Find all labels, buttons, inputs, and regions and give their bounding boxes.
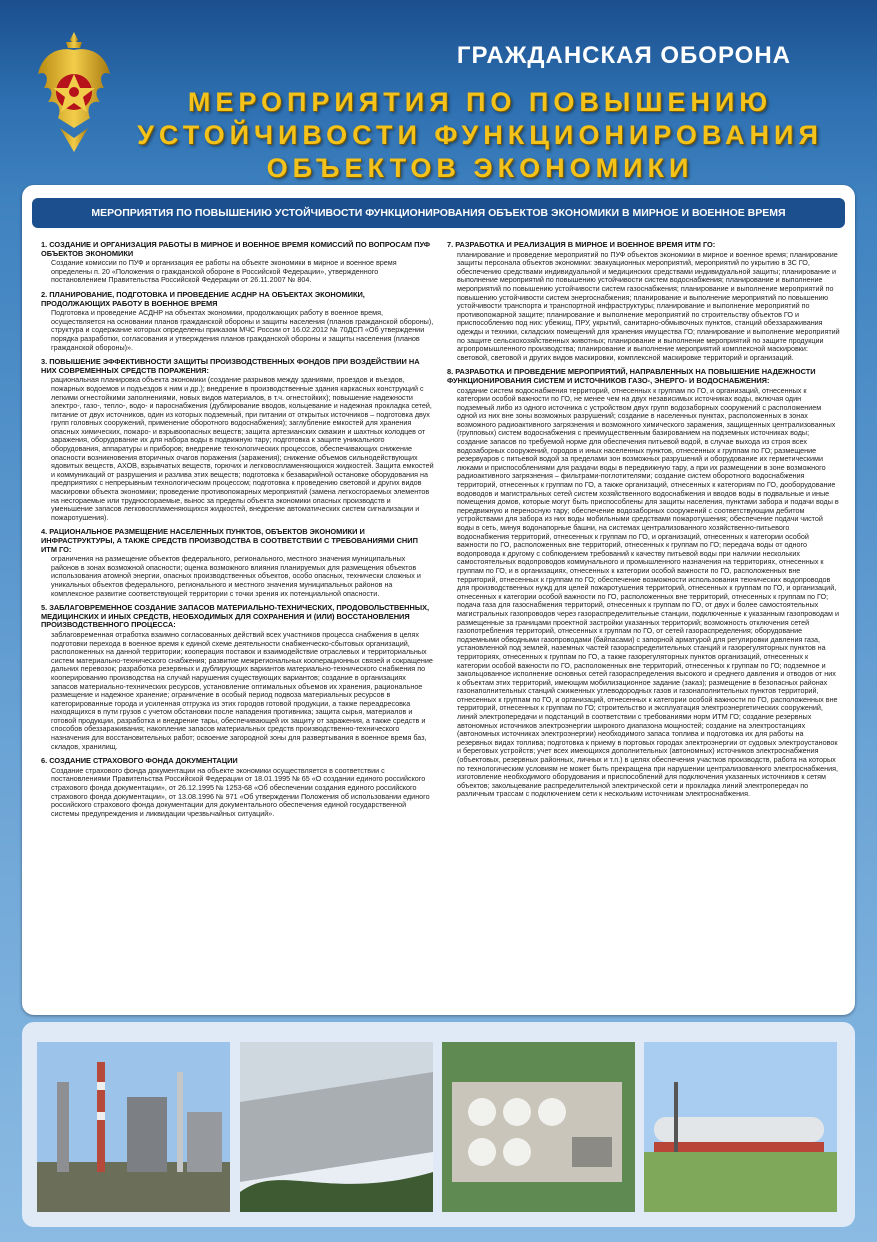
section-2 [41, 291, 434, 352]
refinery-photo [37, 1042, 230, 1212]
section-body: создание систем водоснабжения территорий, отнесенных к группам по ГО, и организаций, отнесенных к категории особой важности по ГО, не менее чем на двух независимых источниках воды, включая один подземный либо из одного источника с устройством двух групп водозаборных сооружений с расположением одной из них вне зоны возможных разрушений; создание в населенных пунктах, расположенных в зонах возможного радиоактивного загрязнения и возможного химического заражения, защищенных централизованных (групповых) систем водоснабжения с преимущественным базированием на подземных источниках воды; создание запасов по требуемой норме для обеспечения питьевой водой, в случае выхода из строя всех водозаборных сооружений, городов и иных населенных пунктов, отнесенных к группам по ГО; размещение резервуаров с питьевой водой за пределами зон возможных разрушений и оборудование их герметическими люками и приспособлениями для раздачи воды в передвижную тару, а при их размещении в зоне возможного радиоактивного загрязнения – фильтрами-поглотителями; создание систем оборотного водоснабжения территорий, отнесенных к группам по ГО, а также организаций, отнесенных к категориям по ГО, дооборудование водоводов и магистральных сетей систем хозяйственного водоснабжения и вводов воды в подвальные и иные помещения домов, которые могут быть приспособлены для защиты населения, пунктами забора и подачи воды в передвижную и переносную тару; обеспечение водозаборных сооружений с соответствующим дебитом устройствами для забора из них воды мобильными средствами пожаротушения; обеспечение подачи чистой воды в сеть, минуя водонапорные башни, на системах централизованного хозяйственно-питьевого водоснабжения территорий, отнесенных к группам по ГО, и организаций, отнесенных к категории особой важности по ГО, расположенных вне территорий, отнесенных к группам по ГО; передача воды от одного водопровода к другому с соблюдением требований к качеству питьевой воды при наличии нескольких самостоятельных водопроводов коммунального и промышленного назначения на территориях, отнесенных к группам по ГО, и в организациях, отнесенных к категории особой важности по ГО, расположенных вне территорий, отнесенных к группам по ГО; обеспечение возможности использования технических водопроводов для производственных нужд для целей пожаротушения территорий, отнесенных к группам по ГО, и организаций, отнесенных к категории особой важности по ГО, расположенных вне территорий, отнесенных к группам по ГО; подача газа для газоснабжения территорий, отнесенных к группам по ГО, от двух и более самостоятельных магистральных газопроводов через газораспределительные станции, подключенные к указанным газопроводам и размещенные за границами проектной застройки указанных территорий; возможность отключения сетей газопотребления территорий, отнесенных к группам по ГО, от сетей газораспределения; оборудование подземными обводными газопроводами (байпасами) с запорной арматурой для регулировки давления газа, установленной под землей, наземных частей газораспределительных станций и газорегуляторных пунктов на территориях, отнесенных к группам по ГО, а также газорегуляторных пунктов организаций, отнесенных к категории особой важности по ГО, расположенных вне территорий, отнесенных к группам по ГО; подземное и закольцованное исполнение основных сетей газораспределения высокого и среднего давления и отводов от них к объектам этих территорий, имеющим мобилизационное задание (заказ); размещение в безопасных районах газонаполнительных станций сжиженных углеводородных газов и газонаполнительных пунктов территорий, отнесенных к группам по ГО, и организаций, отнесенных к категории особой важности по ГО, расположенных вне территорий, отнесенных к группам по ГО; строительство и эксплуатация электроэнергетических сооружений, линий электропередачи и подстанций в соответствии с требованиями норм ИТМ ГО; создание резервных автономных источников электроэнергии широкого диапазона мощностей; создание на электростанциях (автономных источниках электроэнергии) необходимого запаса топлива и подготовка их для работы на резервных видах топлива; подготовка к приему в портовых городах электроэнергии от судовых электроустановок и береговых устройств; учет всех имеющихся дополнительных (автономных) источников электроснабжения (объектовых, резервных районных, личных и т.п.) в целях обеспечения участков производств, работа на которых по технологическим условиям не может быть прекращена при нарушении централизованного электроснабжения, изготовление необходимого оборудования и приспособлений для подключения указанных источников к сетям объектов; закольцевание распределительной электрической сети и прокладка линий электропередач по различным трассам с подключением сети к нескольким источникам электроснабжения. [457, 385, 839, 799]
main-title-line-2: УСТОЙЧИВОСТИ ФУНКЦИОНИРОВАНИЯ [137, 120, 823, 150]
section-title: 6. СОЗДАНИЕ СТРАХОВОГО ФОНДА ДОКУМЕНТАЦИИ [41, 756, 238, 766]
section-8 [447, 368, 840, 799]
gas-tanks-photo [644, 1042, 837, 1212]
main-title-line-1: МЕРОПРИЯТИЯ ПО ПОВЫШЕНИЮ [187, 87, 773, 117]
section-body: планирование и проведение мероприятий по ПУФ объектов экономики в мирное и военное время; планирование защиты персонала объектов экономики: эвакуационных мероприятий, мероприятий по укрытию в ЗС ГО, обеспечению средствами индивидуальной и медицинских средствами индивидуальной защиты; планирование и выполнение мероприятий по повышению устойчивости систем водоснабжения; планирование и выполнение мероприятий по повышению устойчивости систем газоснабжения; планирование и выполнение мероприятий по повышению устойчивости систем энергоснабжения; планирование и выполнение мероприятий по повышению устойчивости транспорта и транспортной инфраструктуры; планирование и выполнение мероприятий по противопожарной защите; планирование и выполнение мероприятий по строительству объектов ГО и приспособлению под них: убежищ, ПРУ, укрытий, санитарно-обмывочных пунктов, станций обеззараживания одежды и техники, складских помещений для хранения имущества ГО; планирование и выполнение мероприятий по защите сельскохозяйственных животных; планирование и выполнение мероприятий по защите продукции агропромышленного производства; планирование и выполнение мероприятий комплексной маскировки: световой, световой и других видов маскировки, комплексной маскировке территорий и организаций. [457, 249, 840, 362]
section-banner: МЕРОПРИЯТИЯ ПО ПОВЫШЕНИЮ УСТОЙЧИВОСТИ ФУНКЦИОНИРОВАНИЯ ОБЪЕКТОВ ЭКОНОМИКИ В МИРНОЕ И ВОЕННОЕ ВРЕМЯ [32, 198, 845, 228]
header [0, 0, 877, 183]
section-body: Создание страхового фонда документации на объекте экономики осуществляется в соответствии с постановлениями Правительства Российской Федерации от 18.01.1995 № 65 «О создании единого российского страхового фонда документации», от 26.12.1995 № 1253-68 «Об обеспечении создания единого российского страхового фонда документации», от 13.08.1996 № 971 «Об утверждении Положения об использовании единого российского страхового фонда документации для документального обеспечения единой государственной системы предупреждения и ликвидации чрезвычайных ситуаций». [51, 765, 430, 818]
section-body: Подготовка и проведение АСДНР на объектах экономики, продолжающих работу в военное время, осуществляется на основании планов гражданской обороны и защиты населения (планов гражданской обороны), структура и содержание которых определены приказом МЧС России от 16.02.2012 № 70ДСП «Об утверждении порядка разработки, согласования и утверждения планов гражданской обороны и защиты населения (планов гражданской обороны)». [51, 308, 434, 352]
section-title: 2. ПЛАНИРОВАНИЕ, ПОДГОТОВКА И ПРОВЕДЕНИЕ АСДНР НА ОБЪЕКТАХ ЭКОНОМИКИ, ПРОДОЛЖАЮЩИХ РАБОТУ В ВОЕННОЕ ВРЕМЯ [41, 289, 365, 308]
emblem-icon [36, 28, 112, 156]
section-5 [41, 604, 434, 751]
left-column [41, 241, 434, 824]
right-column [447, 241, 840, 805]
section-body: заблаговременная отработка взаимно согласованных действий всех участников процесса снабжения в целях подготовки перехода в военное время к единой схеме деятельности снабженческо-сбытовых организаций, расположенных на данной территории; кооперация поставок и взаимодействие отраслевых и территориальных систем материально-технического снабжения; развитие межрегиональных кооперационных связей и сокращение дальних перевозок; разработка резервных и дублирующих вариантов материально-технического снабжения по кооперированию производства на случай нарушения существующих вариантов; создание в организациях запасов материально-технических ресурсов, установление оптимальных объемов их хранения, рациональное размещение и надежное хранение; ограничение в особый период подвоза материальных ресурсов в категорированные города и усиленная отгрузка из этих городов готовой продукции, а также переадресовка находящихся в пути грузов с учетом обстановки после нападения противника; защита сырья, материалов и готовой продукции, разработка и внедрение тары, обеспечивающей их защиту от заражения, а также средств и способов обеззараживания; накопление запасов материальных средств производственно-технического назначения для восстановительных работ; освоение загородной зоны для развертывания в военное время баз, складов, хранилищ. [51, 629, 433, 751]
section-3 [41, 358, 434, 522]
section-7 [447, 241, 840, 362]
section-body: Создание комиссии по ПУФ и организация ее работы на объекте экономики в мирное и военное время определены п. 20 «Положения о гражданской обороне в Российской Федерации», утвержденного постановлением Правительства Российской Федерации от 26.11.2007 № 804. [51, 258, 397, 285]
section-1 [41, 241, 434, 285]
section-title: 3. ПОВЫШЕНИЕ ЭФФЕКТИВНОСТИ ЗАЩИТЫ ПРОИЗВОДСТВЕННЫХ ФОНДОВ ПРИ ВОЗДЕЙСТВИИ НА НИХ СОВРЕМЕННЫХ СРЕДСТВ ПОРАЖЕНИЯ: [41, 357, 420, 375]
section-title: 1. СОЗДАНИЕ И ОРГАНИЗАЦИЯ РАБОТЫ В МИРНОЕ И ВОЕННОЕ ВРЕМЯ КОМИССИЙ ПО ВОПРОСАМ ПУФ ОБЪЕКТОВ ЭКОНОМИКИ [41, 240, 431, 258]
section-title: 7. РАЗРАБОТКА И РЕАЛИЗАЦИЯ В МИРНОЕ И ВОЕННОЕ ВРЕМЯ ИТМ ГО: [447, 240, 716, 249]
main-title [120, 86, 840, 185]
section-title: 4. РАЦИОНАЛЬНОЕ РАЗМЕЩЕНИЕ НАСЕЛЕННЫХ ПУНКТОВ, ОБЪЕКТОВ ЭКОНОМИКИ И ИНФРАСТРУКТУРЫ, А ТАКЖЕ СРЕДСТВ ПРОИЗВОДСТВА В СООТВЕТСТВИИ С ТРЕБОВАНИЯМИ СНИП ИТМ ГО: [41, 527, 418, 554]
section-body: рациональная планировка объекта экономики (создание разрывов между зданиями, проездов и въездов, пожарных водоемов и подъездов к ним и др.); внедрение в производственные здания каркасных конструкций с легкими огнестойкими заполнениями, новых видов материалов, в т.ч. огнестойких); повышение надежности электро-, газо-, тепло-, водо- и пароснабжения (дублирование вводов, кольцевание и надежная прокладка сетей, питание от двух источников, один из которых подземный, при питании от открытых источников – подготовка двух групп головных сооружений, применение оборотного водоснабжения); заглубление емкостей для хранения опасных химических, пожаро- и взрывоопасных веществ; защита артезианских скважин и шахтных колодцев от заражения, оборудование их для набора воды в подвижную тару; подготовка к защите уникального оборудования, аппаратуры и приборов; внедрение технологических процессов, обеспечивающих снижение опасности возникновения вторичных очагов поражения (заражения); снижение объемов сильнодействующих ядовитых веществ, АХОВ, взрывчатых веществ, горючих и легковоспламеняющихся жидкостей. Защита емкостей и коммуникаций от разрушения и разлива этих веществ; подготовка к безаварийной остановке оборудования на предприятиях с непрерывным технологическим процессом; подготовка к проведению световой и других видов маскировки объекта экономики; проведение противопожарных мероприятий (замена легкосгораемых элементов на несгораемые или трудносгораемые, вынос за пределы объекта экономики опасных производств и уменьшение запасов легковоспламеняющихся жидкостей, внедрение автоматических систем сигнализации и пожаротушения). [51, 375, 434, 522]
section-4 [41, 528, 434, 598]
header-top-title: ГРАЖДАНСКАЯ ОБОРОНА [456, 42, 791, 69]
dam-photo [240, 1042, 433, 1212]
section-6 [41, 757, 434, 818]
photo-strip [22, 1022, 855, 1227]
content-panel [22, 185, 855, 1015]
main-title-line-3: ОБЪЕКТОВ ЭКОНОМИКИ [266, 153, 694, 183]
industrial-plant-photo [442, 1042, 635, 1212]
section-body: ограничения на размещение объектов федерального, регионального, местного значения муниципальных районов в зонах возможной опасности; оценка возможного влияния планируемых для размещения объектов использования атомной энергии, опасных производственных объектов, особо опасных, технически сложных и уникальных объектов федерального, регионального и местного значения муниципальных районов на комплексное развитие соответствующей территории с точки зрения их потенциальной опасности. [51, 554, 421, 598]
section-title: 5. ЗАБЛАГОВРЕМЕННОЕ СОЗДАНИЕ ЗАПАСОВ МАТЕРИАЛЬНО-ТЕХНИЧЕСКИХ, ПРОДОВОЛЬСТВЕННЫХ, МЕДИЦИНСКИХ И ИНЫХ СРЕДСТВ, НЕОБХОДИМЫХ ДЛЯ СОХРАНЕНИЯ И (ИЛИ) ВОССТАНОВЛЕНИЯ ПРОИЗВОДСТВЕННОГО ПРОЦЕССА: [41, 603, 430, 630]
section-title: 8. РАЗРАБОТКА И ПРОВЕДЕНИЕ МЕРОПРИЯТИЙ, НАПРАВЛЕННЫХ НА ПОВЫШЕНИЕ НАДЕЖНОСТИ ФУНКЦИОНИРОВАНИЯ СИСТЕМ И ИСТОЧНИКОВ ГАЗО-, ЭНЕРГО- И ВОДОСНАБЖЕНИЯ: [447, 367, 816, 385]
